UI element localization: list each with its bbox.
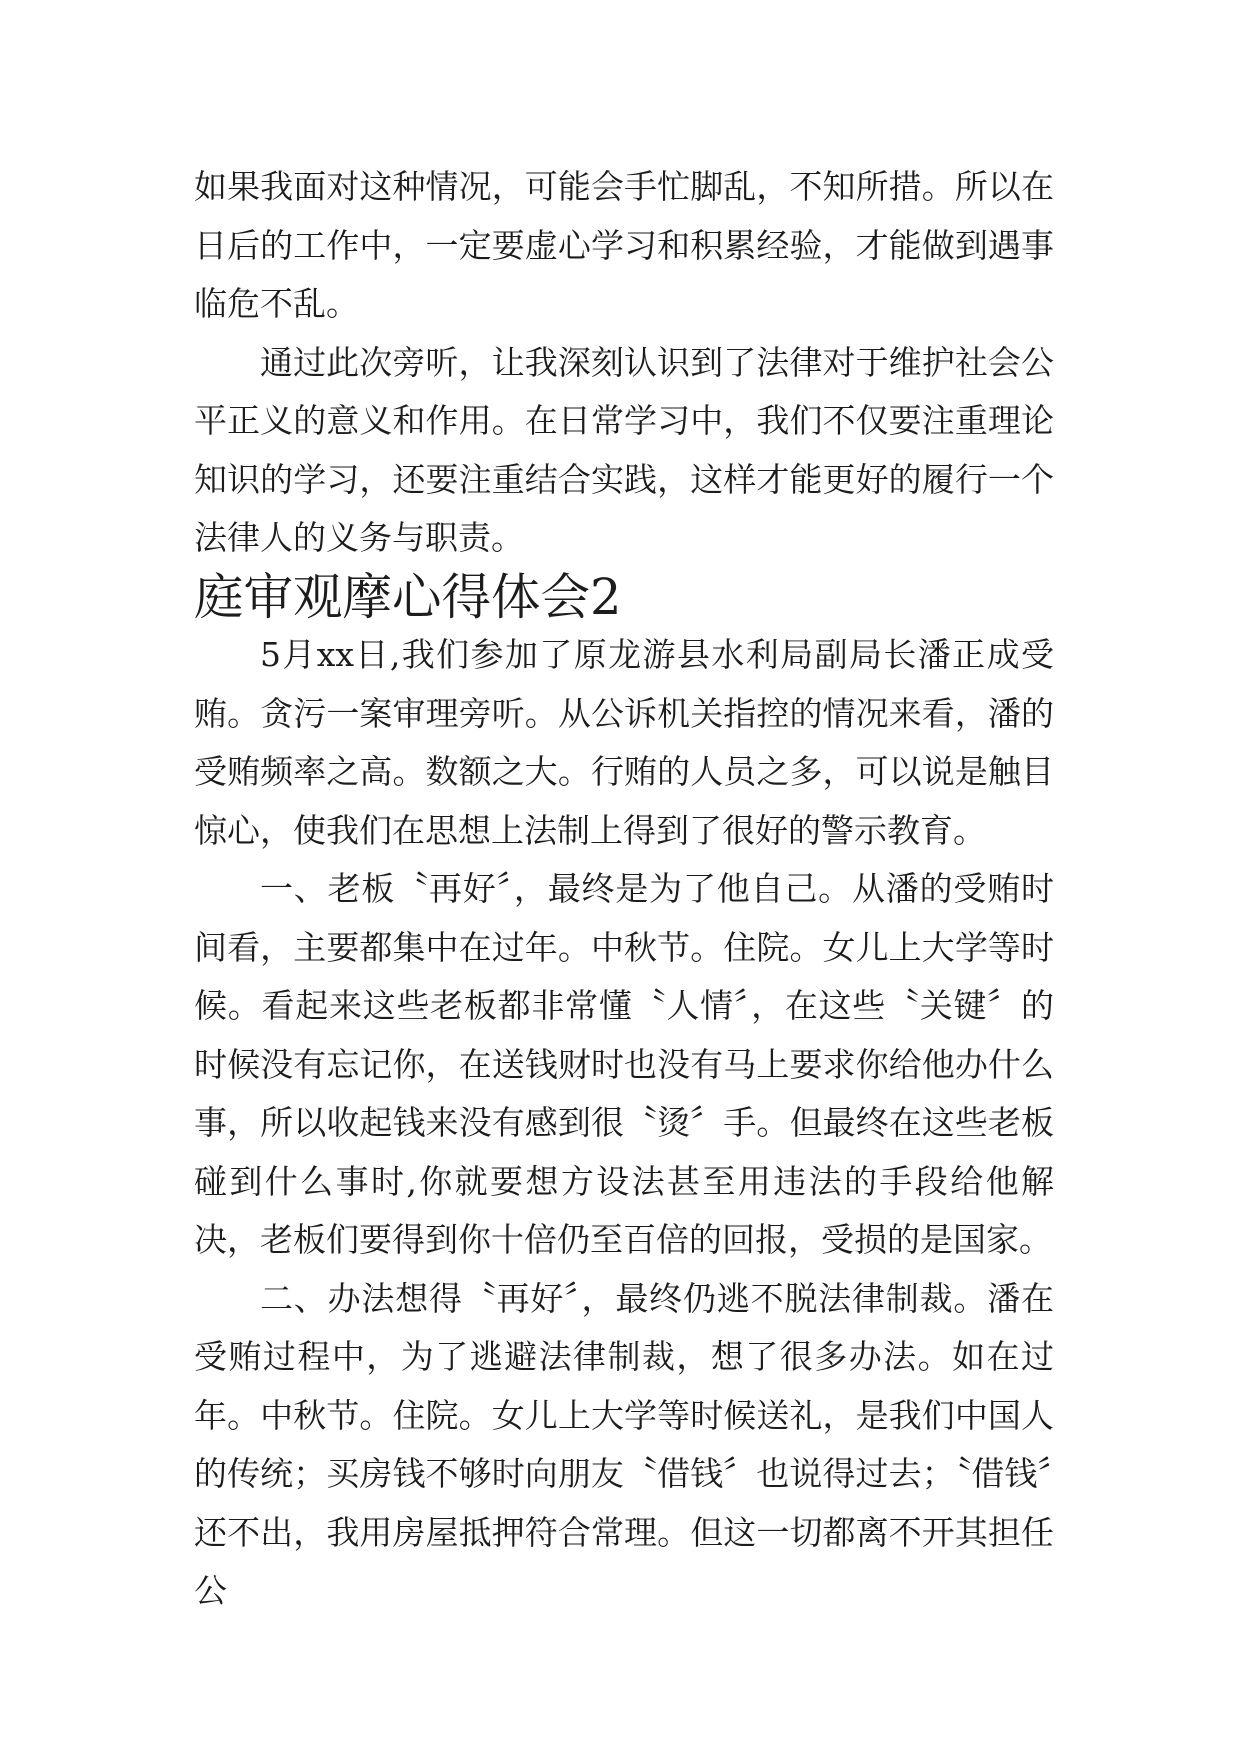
- paragraph-continuation: 如果我面对这种情况，可能会手忙脚乱，不知所措。所以在日后的工作中，一定要虚心学习和积累经验，才能做到遇事临危不乱。: [194, 167, 1054, 323]
- document-body: [194, 158, 1054, 1621]
- paragraph-intro: 5月xx日,我们参加了原龙游县水利局副局长潘正成受贿。贪污一案审理旁听。从公诉机关指控的情况来看，潘的受贿频率之高。数额之大。行贿的人员之多，可以说是触目惊心，使我们在思想上法制上得到了很好的警示教育。: [194, 635, 1054, 850]
- paragraph-point-one: 一、老板〝再好〞，最终是为了他自己。从潘的受贿时间看，主要都集中在过年。中秋节。住院。女儿上大学等时候。看起来这些老板都非常懂〝人情〞，在这些〝关键〞的时候没有忘记你，在送钱财时也没有马上要求你给他办什么事，所以收起钱来没有感到很〝烫〞手。但最终在这些老板碰到什么事时,你就要想方设法甚至用违法的手段给他解决，老板们要得到你十倍仍至百倍的回报，受损的是国家。: [194, 869, 1054, 1259]
- section-heading: 庭审观摩心得体会2: [194, 567, 622, 626]
- paragraph-conclusion: 通过此次旁听，让我深刻认识到了法律对于维护社会公平正义的意义和作用。在日常学习中，我们不仅要注重理论知识的学习，还要注重结合实践，这样才能更好的履行一个法律人的义务与职责。: [194, 342, 1054, 557]
- paragraph-point-two: 二、办法想得〝再好〞，最终仍逃不脱法律制裁。潘在受贿过程中，为了逃避法律制裁，想了很多办法。如在过年。中秋节。住院。女儿上大学等时候送礼，是我们中国人的传统；买房钱不够时向朋友〝借钱〞也说得过去；〝借钱〞还不出，我用房屋抵押符合常理。但这一切都离不开其担任公: [194, 1278, 1054, 1610]
